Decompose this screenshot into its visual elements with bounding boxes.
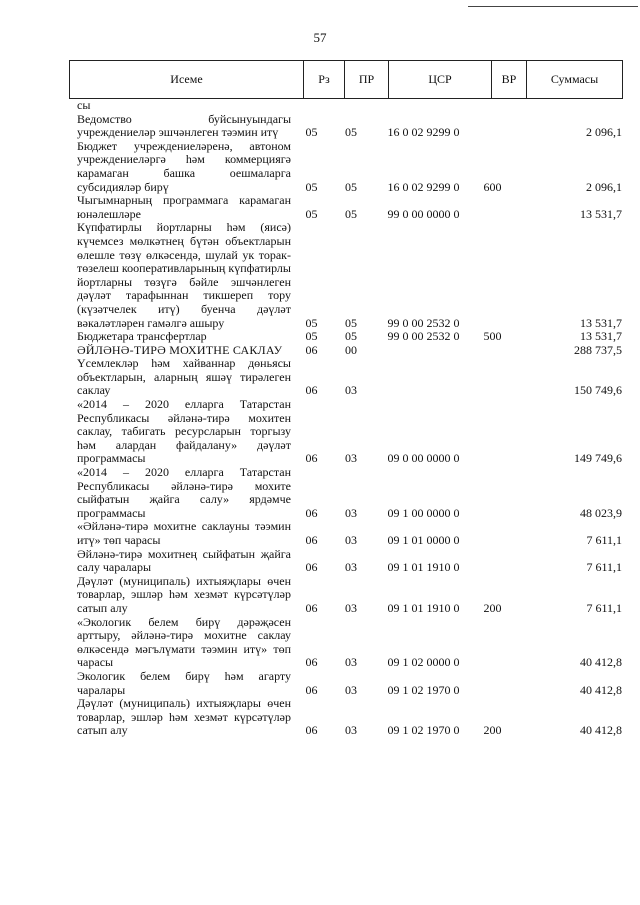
row-csr: 16 0 02 9299 0 <box>387 125 460 140</box>
header-csr: ЦСР <box>389 61 492 99</box>
row-name: «Әйләнә-тирә мохитне саклауны тәэмин итү» төп чарасы <box>77 519 291 547</box>
row-rz: 06 <box>305 655 318 670</box>
header-rz: Рз <box>304 61 345 99</box>
row-csr: 09 0 00 0000 0 <box>387 451 460 466</box>
row-pr: 03 <box>345 600 357 615</box>
row-vr: 200 <box>483 600 502 615</box>
row-name: «Экологик белем бирү дәрәҗәсен арттыру, әйләнә-тирә мохитне саклау өлкәсендә мәгълүмати тәэмин итү» төп чарасы <box>77 614 291 670</box>
row-name: Үсемлекләр һәм хайваннар дөньясы объектларын, аларның яшәү тирәлеген саклау <box>77 356 291 398</box>
row-pr: 03 <box>345 560 357 575</box>
row-rz: 05 <box>305 329 318 344</box>
row-pr: 03 <box>345 655 357 670</box>
table-row <box>77 548 622 575</box>
row-csr: 09 1 02 1970 0 <box>387 682 460 697</box>
row-sum: 40 412,8 <box>580 682 622 697</box>
table-row <box>77 194 622 221</box>
row-pr: 03 <box>345 682 357 697</box>
row-csr: 99 0 00 2532 0 <box>387 315 460 330</box>
table-header <box>69 60 623 99</box>
row-rz: 06 <box>305 560 318 575</box>
table-row <box>77 221 622 330</box>
row-pr: 03 <box>345 505 357 520</box>
row-name: Дәүләт (муниципаль) ихтыяҗлары өчен товарлар, эшләр һәм хезмәт күрсәтүләр сатып алу <box>77 696 291 738</box>
table-row <box>77 520 622 547</box>
row-sum: 40 412,8 <box>580 723 622 738</box>
row-csr: 09 1 02 0000 0 <box>387 655 460 670</box>
row-sum: 40 412,8 <box>580 655 622 670</box>
table-row <box>77 398 622 466</box>
row-name: Дәүләт (муниципаль) ихтыяҗлары өчен товарлар, эшләр һәм хезмәт күрсәтүләр сатып алу <box>77 573 291 615</box>
row-sum: 150 749,6 <box>574 383 622 398</box>
row-pr: 05 <box>345 179 357 194</box>
row-csr: 09 1 00 0000 0 <box>387 505 460 520</box>
row-pr: 03 <box>345 451 357 466</box>
row-name: Ведомство буйсынуындагы учреждениеләр эшчәнлеген тәэмин итү <box>77 111 291 140</box>
row-name: Әйләнә-тирә мохитнең сыйфатын җайга салу чаралары <box>77 546 291 575</box>
header-vr: ВР <box>492 61 527 99</box>
row-csr: 99 0 00 2532 0 <box>387 329 460 344</box>
table-row <box>77 140 622 194</box>
row-sum: 7 611,1 <box>586 560 622 575</box>
row-sum: 2 096,1 <box>586 179 622 194</box>
header-sum: Суммасы <box>527 61 623 99</box>
row-name: ӘЙЛӘНӘ-ТИРӘ МОХИТНЕ САКЛАУ <box>77 342 283 357</box>
row-csr: 09 1 01 1910 0 <box>387 600 460 615</box>
header-pr: ПР <box>345 61 389 99</box>
row-csr: 99 0 00 0000 0 <box>387 206 460 221</box>
row-sum: 7 611,1 <box>586 600 622 615</box>
table-body <box>77 99 622 738</box>
table-row <box>77 99 622 113</box>
row-pr: 00 <box>345 342 357 357</box>
row-rz: 06 <box>305 383 318 398</box>
row-csr: 16 0 02 9299 0 <box>387 179 460 194</box>
row-csr: 09 1 02 1970 0 <box>387 723 460 738</box>
row-vr: 600 <box>483 179 502 194</box>
row-pr: 05 <box>345 329 357 344</box>
row-rz: 06 <box>305 723 318 738</box>
table-row <box>77 697 622 738</box>
row-pr: 03 <box>345 533 357 547</box>
row-name: сы <box>77 98 91 112</box>
row-sum: 13 531,7 <box>580 315 622 330</box>
row-rz: 05 <box>305 206 318 221</box>
table-row <box>77 575 622 616</box>
row-pr: 05 <box>345 315 357 330</box>
row-name: «2014 – 2020 елларга Татарстан Республикасы әйләнә-тирә мохите сыйфатын җайга салу» ярдәмче программасы <box>77 465 291 520</box>
row-sum: 2 096,1 <box>586 125 622 140</box>
row-rz: 06 <box>305 342 318 357</box>
table-row <box>77 344 622 358</box>
header-name: Исеме <box>70 61 304 99</box>
row-pr: 03 <box>345 383 357 398</box>
row-sum: 48 023,9 <box>580 505 622 520</box>
row-name: «2014 – 2020 елларга Татарстан Республикасы әйләнә-тирә мохитен саклау, табигать ресурсларын торгызу һәм алардан файдалану» дәүләт программасы <box>77 397 291 466</box>
table-row <box>77 357 622 398</box>
row-sum: 13 531,7 <box>580 329 622 344</box>
row-csr: 09 1 01 0000 0 <box>387 533 460 547</box>
row-pr: 03 <box>345 723 357 738</box>
row-rz: 06 <box>305 600 318 615</box>
row-rz: 06 <box>305 505 318 520</box>
row-rz: 06 <box>305 533 318 547</box>
row-name: Чыгымнарның программага карамаган юнәлешләре <box>77 193 291 221</box>
table-row <box>77 330 622 344</box>
row-pr: 05 <box>345 206 357 221</box>
row-pr: 05 <box>345 125 357 140</box>
row-rz: 05 <box>305 179 318 194</box>
row-name: Күпфатирлы йортларны һәм (яисә) күчемсез мөлкәтнең бүтән объектларын өлешле төзү өлкәсендә, шулай ук торак-төзелеш кооперативларының күпфатирлы йортларны төзүгә бәйле эшчәнлеген дәүләт тарафыннан тикшереп тору (күзәтчелек итү) буенча дәүләт вәкаләтләрен гамәлгә ашыру <box>77 220 291 330</box>
row-name: Бюджет учреждениеләренә, автоном учреждениеләргә һәм коммерциягә карамаган башка оешмаларга субсидияләр бирү <box>77 138 291 194</box>
row-name: Экологик белем бирү һәм агарту чаралары <box>77 668 291 697</box>
row-sum: 288 737,5 <box>574 342 622 357</box>
row-sum: 13 531,7 <box>580 206 622 221</box>
table-row <box>77 466 622 520</box>
header-row <box>70 61 623 99</box>
row-vr: 500 <box>483 329 502 344</box>
page-number: 57 <box>313 30 327 45</box>
row-rz: 05 <box>305 315 318 330</box>
row-sum: 149 749,6 <box>574 451 622 466</box>
row-name: Бюджетара трансфертлар <box>77 329 207 344</box>
top-rule <box>468 6 638 7</box>
row-vr: 200 <box>483 723 502 738</box>
row-rz: 06 <box>305 682 318 697</box>
table-row <box>77 113 622 140</box>
row-rz: 05 <box>305 125 318 140</box>
row-sum: 7 611,1 <box>586 533 622 547</box>
row-csr: 09 1 01 1910 0 <box>387 560 460 575</box>
table-row <box>77 616 622 670</box>
table-row <box>77 670 622 697</box>
row-rz: 06 <box>305 451 318 466</box>
